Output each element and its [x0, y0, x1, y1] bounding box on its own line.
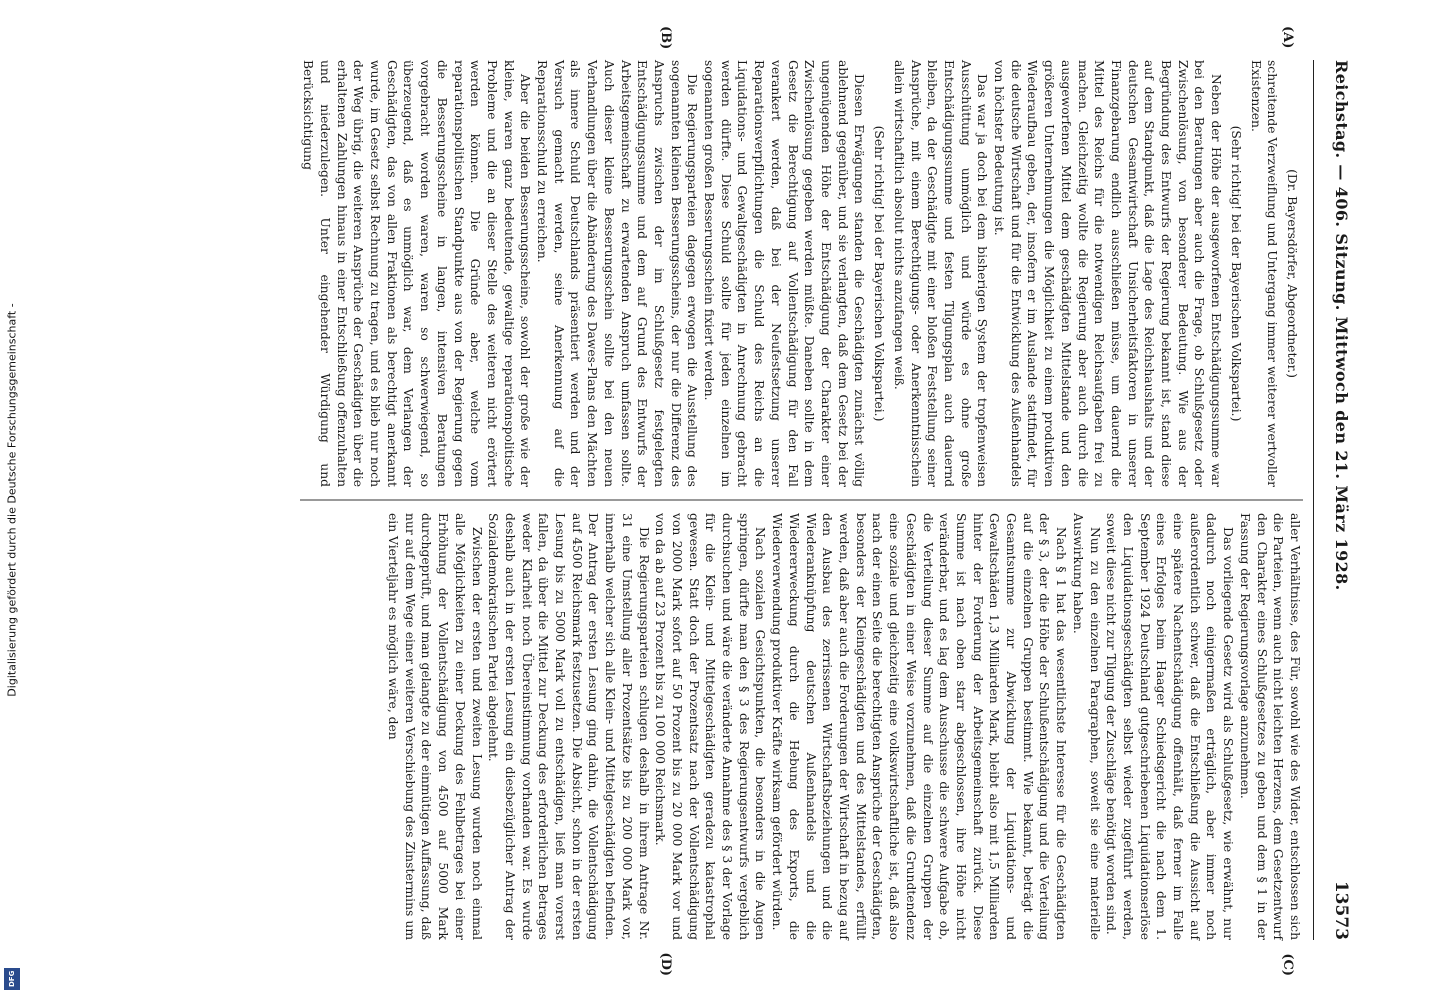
right-column-paragraph: Nun zu den einzelnen Paragraphen, soweit sie eine materielle Auswirkung haben. — [1070, 513, 1102, 940]
right-column-paragraph: Nach sozialen Gesichtspunkten, die besonders in die Augen springen, dürfte man den § 3 des Regierungsentwurfs vergeblich durchsuchen und wäre die veränderte Annahme des § 3 der Vorlage für die Klein- und Mittelgeschädigten geradezu katastrophal gewesen. Statt doch der Prozentsatz nach der Vollentschädigung von 2000 Mark sofort auf 50 Prozent bis zu 20 000 Mark vor und von da ab auf 23 Prozent bis zu 100 000 Reichsmark. — [653, 513, 768, 940]
left-column-paragraph: Aber die beiden Besserungsscheine, sowohl der große wie der kleine, waren ganz bedeutende, gewaltige reparationspolitische Probleme und die an dieser Stelle des weiteren nicht erörtert werden können. Die Gründe aber, welche vom reparationspolitischen Standpunkte aus von der Regierung gegen die Besserungsscheine in langen, intensiven Beratungen vorgebracht worden waren, waren so schwerwiegend, so überzeugend, daß es unmöglich war, dem Verlangen der Geschädigten, das von allen Fraktionen als berechtigt anerkannt wurde, im Gesetz selbst Rechnung zu tragen, und es blieb nur noch der Weg übrig, die weiteren Ansprüche der Geschädigten über die erhaltenen Zahlungen hinaus in einer Entschließung offenzuhalten und niederzulegen. Unter eingehender Würdigung und Berücksichtigung — [301, 60, 533, 487]
left-column-paragraph: Neben der Höhe der ausgeworfenen Entschädigungssumme war bei den Beratungen aber auch die Frage, ob Schlußgesetz oder Zwischenlösung, von besonderer Bedeutung. Wie aus der Begründung des Entwurfs der Regierung bekannt ist, stand diese auf dem Standpunkt, daß die Lage des Reichshaushalts und der deutschen Gesamtwirtschaft Unsicherheitsfaktoren in unserer Finanzgebarung endlich ausschließen müsse, um dauernd die Mittel des Reichs für die notwendigen Reichsaufgaben frei zu machen. Gleichzeitig wollte die Regierung aber auch durch die ausgeworfenen Mittel dem geschädigten Mittelstande und den größeren Unternehmungen die Möglichkeit zu einem produktiven Wiederaufbau geben, der, insofern er im Auslande stattfindet, für die deutsche Wirtschaft und für die Entwicklung des Außenhandels von höchster Bedeutung ist. — [992, 60, 1224, 487]
left-column-paragraph: (Dr. Bayersdörfer, Abgeordneter.) — [1285, 169, 1299, 378]
right-column-paragraph: Nach § 1 hat das wesentlichste Interesse für die Geschädigten der § 3, der die Höhe der Schlußentschädigung und die Verteilung auf die einzelnen Gruppen bestimmt. Wie bekannt, beträgt die Gesamtsumme zur Abwicklung der Liquidations- und Gewaltschäden 1,3 Milliarden Mark, bleibt also mit 1,5 Milliarden hinter der Forderung der Arbeitsgemeinschaft zurück. Diese Summe ist nach oben starr abgeschlossen, ihre Höhe nicht veränderbar, und es lag dem Ausschusse die schwere Aufgabe ob, die Verteilung dieser Summe auf die einzelnen Gruppen der Geschädigten in einer Weise vorzunehmen, daß die Grundtendenz eine soziale und gleichzeitig eine volkswirtschaftliche ist, daß also nach der einen Seite die berechtigten Ansprüche der Geschädigten, besonders der Kleingeschädigten und des Mittelstandes, erfüllt werden, daß aber auch die Forderungen der Wirtschaft in bezug auf den Ausbau des zerrissenen Wirtschaftsbeziehungen und die Wiederanknüpfung deutschen Außenhandels und die Wiedererweckung durch die Hebung des Exports, die Wiederverwendung produktiver Kräfte wirksam gefördert würden. — [770, 513, 1069, 940]
dfg-logo-icon: DFG — [4, 968, 20, 990]
right-column-paragraph: Das vorliegende Gesetz wird als Schlußgesetz, wie erwähnt, nur dadurch noch einigermaßen erträglich, aber immer noch außerordentlich schwer, daß die Entschließung die Aussicht auf eine spätere Nachentschädigung offenhält, daß ferner im Falle eines Erfolges beim Haager Schiedsgericht die nach dem 1. September 1924 Deutschland gutgeschriebenen Liquidationserlöse den Liquidationsgeschädigten selbst wieder zugeführt werden, soweit diese nicht zur Tilgung der Zuschläge benötigt worden sind. — [1104, 513, 1236, 940]
credit-text: Digitalisierung gefördert durch die Deutsche Forschungsgemeinschaft - — [5, 303, 19, 697]
left-column-paragraph: (Sehr richtig! bei der Bayerischen Volkspartei.) — [1228, 125, 1243, 422]
running-head: Reichstag. — 406. Sitzung. Mittwoch den 21. März 1928. — [1332, 60, 1351, 591]
margin-letter-b: (B) — [658, 26, 673, 50]
page-header — [1313, 60, 1367, 940]
right-column — [300, 513, 1303, 940]
digitization-credit — [0, 0, 24, 1000]
right-column-paragraph: Die Regierungsparteien schlugen deshalb in ihrem Antrage Nr. 31 eine Umstellung aller Prozentsätze bis zu 200 000 Mark vor, innerhalb welcher sich alle Klein- und Mittelgeschädigten befinden. Der Antrag der ersten Lesung ging dahin, die Vollentschädigung auf 4500 Reichsmark festzusetzen. Die Absicht, schon in der ersten Lesung bis zu 5000 Mark voll zu entschädigen, ließ man vorerst fallen, da über die Mittel zur Deckung des erforderlichen Betrages weder Klarheit noch Übereinstimmung vorhanden war. Es wurde deshalb auch in der ersten Lesung ein diesbezüglicher Antrag der Sozialdemokratischen Partei abgelehnt. — [486, 513, 651, 940]
text-columns — [300, 26, 1313, 976]
left-column — [300, 60, 1303, 487]
margin-letter-c: (C) — [1280, 953, 1295, 976]
right-column-paragraph: aller Verhältnisse, des Für, sowohl wie des Wider, entschlossen sich die Parteien, wenn auch nicht leichten Herzens, dem Gesetzentwurf den Charakter eines Schlußgesetzes zu geben und dem § 1 in der Fassung der Regierungsvorlage anzunehmen. — [1237, 513, 1302, 940]
margin-letter-a: (A) — [1280, 26, 1295, 49]
left-column-paragraph: Diesen Erwägungen standen die Geschädigten zunächst völlig ablehnend gegenüber, und sie verlangten, daß dem Gesetz bei der ungenügenden Höhe der Entschädigung der Charakter einer Zwischenlösung gegeben werden müßte. Daneben sollte in dem Gesetz die Berechtigung auf Vollentschädigung für den Fall verankert werden, daß bei der Neufestsetzung unserer Reparationsverpflichtungen die Schuld des Reichs an die Liquidations- und Gewaltgeschädigten in Anrechnung gebracht werden dürfte. Diese Schuld sollte für jeden einzelnen im sogenannten großen Besserungsschein fixiert werden. — [702, 60, 867, 487]
left-column-paragraph: (Sehr richtig! bei der Bayerischen Volkspartei.) — [872, 125, 887, 422]
column-divider — [300, 500, 1303, 501]
left-column-paragraph: schreitende Verzweiflung und Untergang immer weiterer wertvoller Existenzen. — [1248, 60, 1280, 487]
left-column-paragraph: Das war ja doch bei dem bisherigen System der tropfenweisen Ausschüttung unmöglich und würde es ohne große Entschädigungssumme und festen Tilgungsplan auch dauernd bleiben, da der Geschädigte mit einer bloßen Feststellung seiner Ansprüche, mit einem Berechtigungs- oder Anerkenntnisschein allein wirtschaftlich absolut nichts anzufangen weiß. — [891, 60, 990, 487]
document-page — [67, 20, 1367, 980]
right-column-paragraph: Zwischen der ersten und zweiten Lesung wurden noch einmal alle Möglichkeiten zu einer Deckung des Fehlbetrages bei einer Erhöhung der Vollentschädigung von 4500 auf 5000 Mark durchgeprüft, und man gelangte zu der einmütigen Auffassung, daß nur auf dem Wege einer weiteren Verschiebung des Zinstermins um ein Vierteljahr es möglich wäre, den — [386, 513, 484, 940]
left-column-paragraph: Die Regierungsparteien dagegen erwogen die Ausstellung des sogenannten kleinen Besserungsscheins, der nur die Differenz des Anspruchs zwischen der im Schlußgesetz festgelegten Entschädigungssumme und dem auf Grund des Entwurfs der Arbeitsgemeinschaft zu erwartenden Anspruch umfassen sollte. Auch dieser kleine Besserungsschein sollte bei den neuen Verhandlungen über die Abänderung des Dawes-Plans den Mächten als innere Schuld Deutschlands präsentiert werden und der Versuch gemacht werden, seine Anerkennung auf die Reparationsschuld zu erreichen. — [535, 60, 700, 487]
margin-letter-d: (D) — [658, 952, 673, 976]
page-number: 13573 — [1331, 880, 1351, 940]
